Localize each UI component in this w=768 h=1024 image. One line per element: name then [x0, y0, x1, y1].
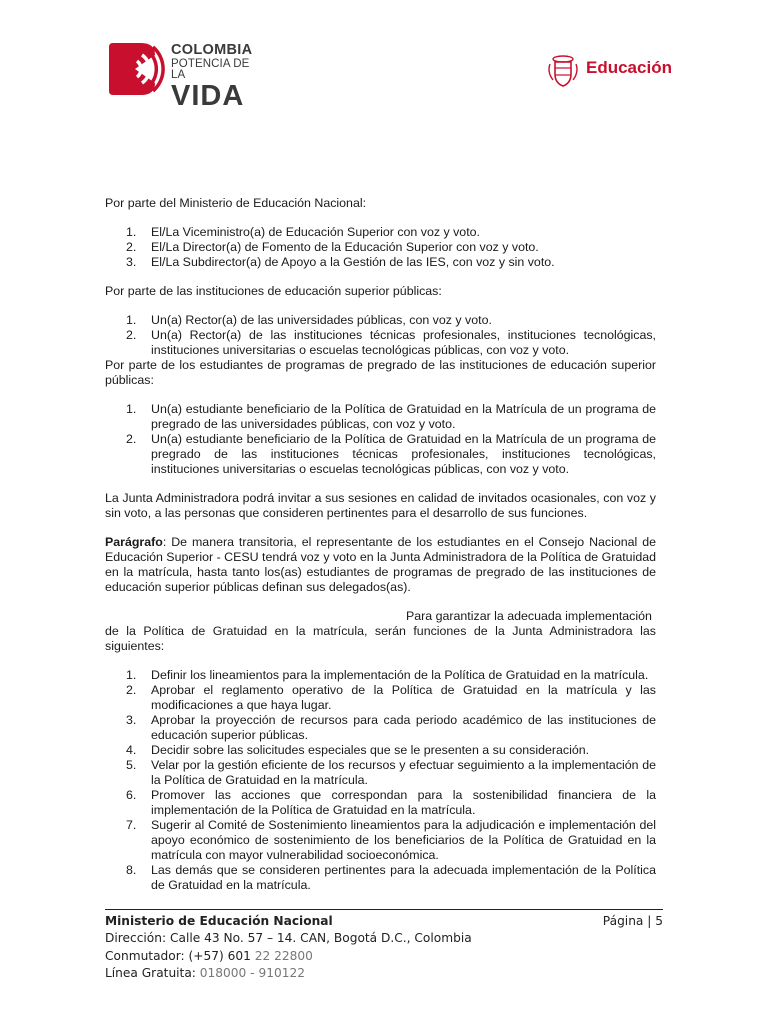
list-item: 5. Velar por la gestión eficiente de los recursos y efectuar seguimiento a la implementación de la Política de Gratuidad en la matrícula. — [126, 758, 656, 787]
students-members-list — [105, 402, 656, 477]
document-body — [105, 196, 656, 893]
list-item: 3. Aprobar la proyección de recursos para cada periodo académico de las instituciones de educación superior públicas. — [126, 713, 656, 742]
page-header — [0, 0, 768, 120]
page-number: Página | 5 — [602, 914, 663, 928]
functions-intro-cont: de la Política de Gratuidad en la matrícula, serán funciones de la Junta Administradora las siguientes: — [105, 624, 656, 653]
list-item: 3. El/La Subdirector(a) de Apoyo a la Gestión de las IES, con voz y sin voto. — [126, 255, 555, 269]
footer-phone: Conmutador: (+57) 601 22 22800 — [105, 948, 313, 963]
list-item: 1. Un(a) Rector(a) de las universidades públicas, con voz y voto. — [126, 313, 492, 327]
ministerio-educacion-logo — [546, 52, 672, 88]
intro-students: Por parte de los estudiantes de programas de pregrado de las instituciones de educación superior públicas: — [105, 358, 656, 387]
intro-ministerio: Por parte del Ministerio de Educación Nacional: — [105, 196, 367, 210]
list-item: 8. Las demás que se consideren pertinentes para la adecuada implementación de la Política de Gratuidad en la matrícula. — [126, 863, 656, 892]
functions-intro: Para garantizar la adecuada implementación — [406, 609, 652, 623]
list-item: 4. Decidir sobre las solicitudes especiales que se le presenten a su consideración. — [126, 743, 590, 757]
list-item: 1. El/La Viceministro(a) de Educación Superior con voz y voto. — [126, 225, 480, 239]
list-item: 7. Sugerir al Comité de Sostenimiento lineamientos para la adjudicación e implementación del apoyo económico de sostenimiento de los beneficiarios de la Política de Gratuidad en la matrícula con mayor vulnerabilidad socioeconómica. — [126, 818, 656, 862]
intro-ies: Por parte de las instituciones de educación superior públicas: — [105, 284, 442, 298]
logo-line-2: POTENCIA DE LA — [171, 57, 250, 81]
footer-org: Ministerio de Educación Nacional — [105, 914, 333, 928]
footer-toll-free: Línea Gratuita: 018000 - 910122 — [105, 965, 305, 980]
list-item: 2. El/La Director(a) de Fomento de la Educación Superior con voz y voto. — [126, 240, 539, 254]
list-item: 6. Promover las acciones que correspondan para la sostenibilidad financiera de la implementación de la Política de Gratuidad en la matrícula. — [126, 788, 656, 817]
logo-line-3: VIDA — [171, 79, 245, 112]
page-footer — [105, 913, 663, 982]
list-item: 2. Un(a) estudiante beneficiario de la Política de Gratuidad en la Matrícula de un programa de pregrado de las instituciones técnicas profesionales, instituciones tecnológicas, instituciones universitarias o escuelas tecnológicas públicas, con voz y voto. — [126, 432, 656, 476]
list-item: 1. Definir los lineamientos para la implementación de la Política de Gratuidad en la matrícula. — [126, 668, 649, 682]
paragrafo-paragraph — [105, 535, 656, 595]
ies-members-list — [105, 313, 656, 358]
colombia-logo-text — [171, 41, 257, 111]
ministerio-members-list — [105, 225, 656, 270]
invite-paragraph: La Junta Administradora podrá invitar a sus sesiones en calidad de invitados ocasionales, con voz y sin voto, a las personas que consideren pertinentes para el desarrollo de sus funciones. — [105, 491, 656, 520]
list-item: 1. Un(a) estudiante beneficiario de la Política de Gratuidad en la Matrícula de un programa de pregrado de las universidades públicas, con voz y voto. — [126, 402, 656, 431]
paragrafo-text: : De manera transitoria, el representante de los estudiantes en el Consejo Nacional de Educación Superior - CESU tendrá voz y voto en la Junta Administradora de la Política de Gratuidad en la matrícula, hasta tanto los(as) estudiantes de programas de pregrado de las instituciones de educación superior públicas definan sus delegados(as). — [105, 535, 656, 594]
colombia-potencia-de-la-vida-logo — [107, 41, 257, 112]
footer-divider — [105, 909, 663, 910]
educacion-wordmark: Educación — [586, 58, 672, 77]
logo-line-1: COLOMBIA — [171, 42, 253, 58]
coat-of-arms-icon — [546, 52, 580, 88]
footer-address: Dirección: Calle 43 No. 57 – 14. CAN, Bogotá D.C., Colombia — [105, 931, 472, 946]
list-item: 2. Un(a) Rector(a) de las instituciones técnicas profesionales, instituciones tecnológicas, instituciones universitarias o escuelas tecnológicas públicas, con voz y voto. — [126, 328, 656, 357]
list-item: 2. Aprobar el reglamento operativo de la Política de Gratuidad en la matrícula y las modificaciones a que haya lugar. — [126, 683, 656, 712]
functions-list — [105, 668, 656, 893]
paragrafo-label: Parágrafo — [105, 535, 163, 549]
colombia-logo-icon — [107, 41, 167, 97]
